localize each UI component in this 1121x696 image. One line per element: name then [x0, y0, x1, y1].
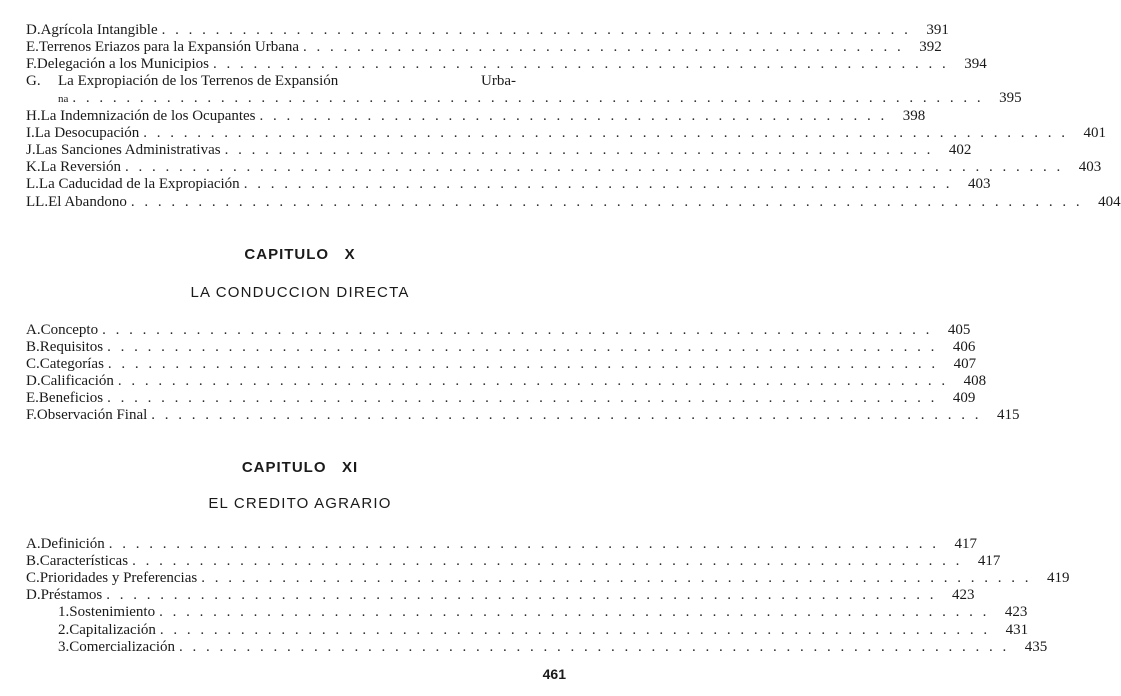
toc-entry-label: Definición [40, 536, 105, 552]
toc-entry-page: 409 [952, 390, 976, 406]
toc-entry [26, 570, 1070, 587]
toc-entry-page: 401 [1083, 125, 1107, 141]
toc-entry-label: Requisitos [39, 339, 104, 355]
toc-entry-letter: B. [26, 339, 40, 355]
dot-leader: . . . . . . . . . . . . . . . . . . . . . . . . . . . . . . . . . . . . . . . . . . . . . . . . . . . . . . . . . . . . . . [102, 322, 933, 338]
toc-entry-letter: E. [26, 39, 39, 55]
toc-entry [26, 322, 971, 339]
toc-entry-label: Observación Final [36, 407, 148, 423]
toc-entry-label: La Expropiación de los Terrenos de Expansión [58, 73, 339, 89]
toc-entry-label: La Caducidad de la Expropiación [38, 176, 240, 192]
toc-subentry [58, 622, 1029, 639]
toc-subentry-page: 423 [1004, 604, 1028, 620]
toc-entry-letter: F. [26, 407, 37, 423]
toc-entry-page: 417 [954, 536, 977, 552]
chapter-title: EL CREDITO AGRARIO [208, 495, 392, 512]
toc-entry-page: 419 [1046, 570, 1070, 586]
toc-entry [26, 56, 987, 73]
dot-leader: . . . . . . . . . . . . . . . . . . . . . . . . . . . . . . . . . . . . . . . . . . . . . . . . . . . . . . . . . . . . . . [159, 604, 990, 620]
toc-subentry-label: Sostenimiento [69, 604, 156, 620]
toc-entry-page: 407 [953, 356, 977, 372]
toc-entry-label: Terrenos Eriazos para la Expansión Urbana [38, 39, 300, 55]
dot-leader: . . . . . . . . . . . . . . . . . . . . . . . . . . . . . . . . . . . . . . . . . . . . . . . . . . . . . . . . . . . . . . . . . . . . . [143, 125, 1069, 141]
dot-leader: . . . . . . . . . . . . . . . . . . . . . . . . . . . . . . . . . . . . . . . . . . . . . . . . . . . . . [224, 142, 934, 158]
toc-entry [26, 142, 972, 159]
toc-entry-letter: H. [26, 108, 41, 124]
chapter-heading: CAPITULO X [244, 246, 356, 263]
dot-leader: . . . . . . . . . . . . . . . . . . . . . . . . . . . . . . . . . . . . . . . . . . . . . . . . . . . . . . . . . . . . . . . . . . . . . . . [130, 194, 1083, 210]
toc-subentry-number: 1. [58, 604, 70, 620]
toc-entry [26, 587, 975, 604]
toc-entry-letter: LL. [26, 194, 49, 210]
toc-subentry-page: 435 [1024, 639, 1048, 655]
toc-entry-page: 394 [964, 56, 987, 72]
toc-entry [26, 390, 976, 407]
toc-entry [26, 553, 1001, 570]
toc-entry-page: 398 [902, 108, 926, 124]
toc-entry-letter: L. [26, 176, 39, 192]
toc-entry-letter: D. [26, 587, 41, 603]
toc-entry-label: Calificación [40, 373, 114, 389]
toc-entry-label: Agrícola Intangible [40, 22, 158, 38]
dot-leader: . . . . . . . . . . . . . . . . . . . . . . . . . . . . . . . . . . . . . . . . . . . . . . . . . . . . . [243, 176, 953, 192]
dot-leader: . . . . . . . . . . . . . . . . . . . . . . . . . . . . . . . . . . . . . . . . . . . . . . . . . . . . . . . . . . . . . . [179, 639, 1010, 655]
dot-leader: . . . . . . . . . . . . . . . . . . . . . . . . . . . . . . . . . . . . . . . . . . . . . . . . . . . . . . . . . . . . . . . . . . . . . . [124, 159, 1064, 175]
dot-leader: . . . . . . . . . . . . . . . . . . . . . . . . . . . . . . . . . . . . . . . . . . . . . . . . . . . . . . . . . . . . . . [151, 407, 982, 423]
toc-entry [26, 339, 976, 356]
dot-leader: . . . . . . . . . . . . . . . . . . . . . . . . . . . . . . . . . . . . . . . . . . . . . . . . . . . . . . . [212, 56, 949, 72]
toc-entry-letter: E. [26, 390, 39, 406]
dot-leader: . . . . . . . . . . . . . . . . . . . . . . . . . . . . . . . . . . . . . . . . . . . . . . . . . . . . . . . . . . . . . . [201, 570, 1032, 586]
toc-entry-label: Categorías [39, 356, 104, 372]
toc-entry-label: El Abandono [48, 194, 127, 210]
toc-entry [26, 39, 942, 56]
dot-leader: . . . . . . . . . . . . . . . . . . . . . . . . . . . . . . . . . . . . . . . . . . . . . . . . . . . . . . . . . . . . . . [117, 373, 949, 389]
toc-entry-page: 392 [919, 39, 942, 55]
toc-entry-label: Prioridades y Preferencias [39, 570, 198, 586]
toc-entry-wrapped-line2 [58, 90, 1022, 108]
toc-entry-letter: K. [26, 159, 41, 175]
toc-entry-page: 403 [967, 176, 991, 192]
toc-entry-label: Concepto [40, 322, 99, 338]
chapter-heading: CAPITULO XI [241, 459, 359, 476]
toc-subentry-page: 431 [1005, 622, 1029, 638]
toc-entry-first-line [26, 73, 338, 90]
toc-entry-label-hyphenated: Urba- [481, 73, 516, 89]
toc-entry-page: 406 [952, 339, 976, 355]
toc-entry-letter: C. [26, 356, 40, 372]
toc-entry-label: La Indemnización de los Ocupantes [40, 108, 256, 124]
dot-leader: . . . . . . . . . . . . . . . . . . . . . . . . . . . . . . . . . . . . . . . . . . . . . . . . . . . . . . . . . . . . . . [107, 356, 939, 372]
toc-subentry [58, 604, 1028, 621]
toc-entry-label: Delegación a los Municipios [36, 56, 209, 72]
dot-leader: . . . . . . . . . . . . . . . . . . . . . . . . . . . . . . . . . . . . . . . . . . . . . [303, 39, 904, 55]
toc-entry-letter: C. [26, 570, 40, 586]
toc-entry [26, 108, 926, 125]
toc-entry-page: 408 [963, 373, 987, 389]
toc-entry-letter: I. [26, 125, 35, 141]
toc-entry-label: La Desocupación [34, 125, 140, 141]
toc-subentry-label: Capitalización [69, 622, 156, 638]
toc-entry-label: Préstamos [40, 587, 103, 603]
toc-entry-letter: D. [26, 373, 41, 389]
dot-leader: . . . . . . . . . . . . . . . . . . . . . . . . . . . . . . . . . . . . . . . . . . . . . . . . . . . . . . . . . . . . . . [159, 622, 991, 638]
toc-entry-label: Características [39, 553, 129, 569]
dot-leader: . . . . . . . . . . . . . . . . . . . . . . . . . . . . . . . . . . . . . . . . . . . . . . . . . . . . . . . . . . . . . . . . . . . . [72, 90, 984, 106]
dot-leader: . . . . . . . . . . . . . . . . . . . . . . . . . . . . . . . . . . . . . . . . . . . . . . . . . . . . . . . . . . . . . . [106, 587, 937, 603]
dot-leader: . . . . . . . . . . . . . . . . . . . . . . . . . . . . . . . . . . . . . . . . . . . . . . . . . . . . . . . . . . . . . . [108, 536, 939, 552]
toc-entry [26, 356, 977, 373]
toc-entry-letter: G. [26, 73, 41, 89]
dot-leader: . . . . . . . . . . . . . . . . . . . . . . . . . . . . . . . . . . . . . . . . . . . . . . . . . . . . . . . . . . . . . . [107, 390, 938, 406]
chapter-title: LA CONDUCCION DIRECTA [190, 284, 410, 301]
toc-entry-label: La Reversión [40, 159, 121, 175]
toc-entry-letter: J. [26, 142, 36, 158]
toc-entry-wrapped-line1 [26, 73, 516, 90]
dot-leader: . . . . . . . . . . . . . . . . . . . . . . . . . . . . . . . . . . . . . . . . . . . . . . . . . . . . . . . . . . . . . . [107, 339, 938, 355]
toc-entry-label: Las Sanciones Administrativas [35, 142, 221, 158]
toc-entry-letter: D. [26, 22, 41, 38]
toc-entry [26, 194, 1121, 211]
toc-entry-letter: B. [26, 553, 40, 569]
toc-entry-page: 402 [948, 142, 972, 158]
toc-entry [26, 373, 987, 390]
toc-entry-label-continuation: na [58, 93, 69, 105]
toc-entry-page: 415 [997, 407, 1020, 423]
toc-entry-label: Beneficios [38, 390, 104, 406]
toc-entry-letter: A. [26, 536, 41, 552]
toc-entry [26, 176, 991, 193]
toc-entry-page: 403 [1078, 159, 1102, 175]
dot-leader: . . . . . . . . . . . . . . . . . . . . . . . . . . . . . . . . . . . . . . . . . . . . . . . . . . . . . . . . [161, 22, 911, 38]
toc-entry-page: 391 [926, 22, 949, 38]
page-number: 461 [542, 666, 566, 682]
toc-entry [26, 125, 1107, 142]
toc-entry-page: 405 [947, 322, 971, 338]
toc-subentry [58, 639, 1048, 656]
toc-entry [26, 22, 949, 39]
toc-entry-page: 395 [999, 90, 1022, 106]
toc-entry-page: 423 [952, 587, 975, 603]
toc-subentry-label: Comercialización [69, 639, 176, 655]
toc-entry [26, 159, 1102, 176]
dot-leader: . . . . . . . . . . . . . . . . . . . . . . . . . . . . . . . . . . . . . . . . . . . . . . . [259, 108, 888, 124]
toc-entry-letter: A. [26, 322, 41, 338]
toc-subentry-number: 2. [58, 622, 70, 638]
toc-subentry-number: 3. [58, 639, 70, 655]
toc-entry-page: 404 [1098, 194, 1121, 210]
toc-entry [26, 407, 1020, 424]
dot-leader: . . . . . . . . . . . . . . . . . . . . . . . . . . . . . . . . . . . . . . . . . . . . . . . . . . . . . . . . . . . . . . [132, 553, 963, 569]
toc-entry-page: 417 [977, 553, 1001, 569]
toc-entry [26, 536, 977, 553]
toc-entry-letter: F. [26, 56, 37, 72]
